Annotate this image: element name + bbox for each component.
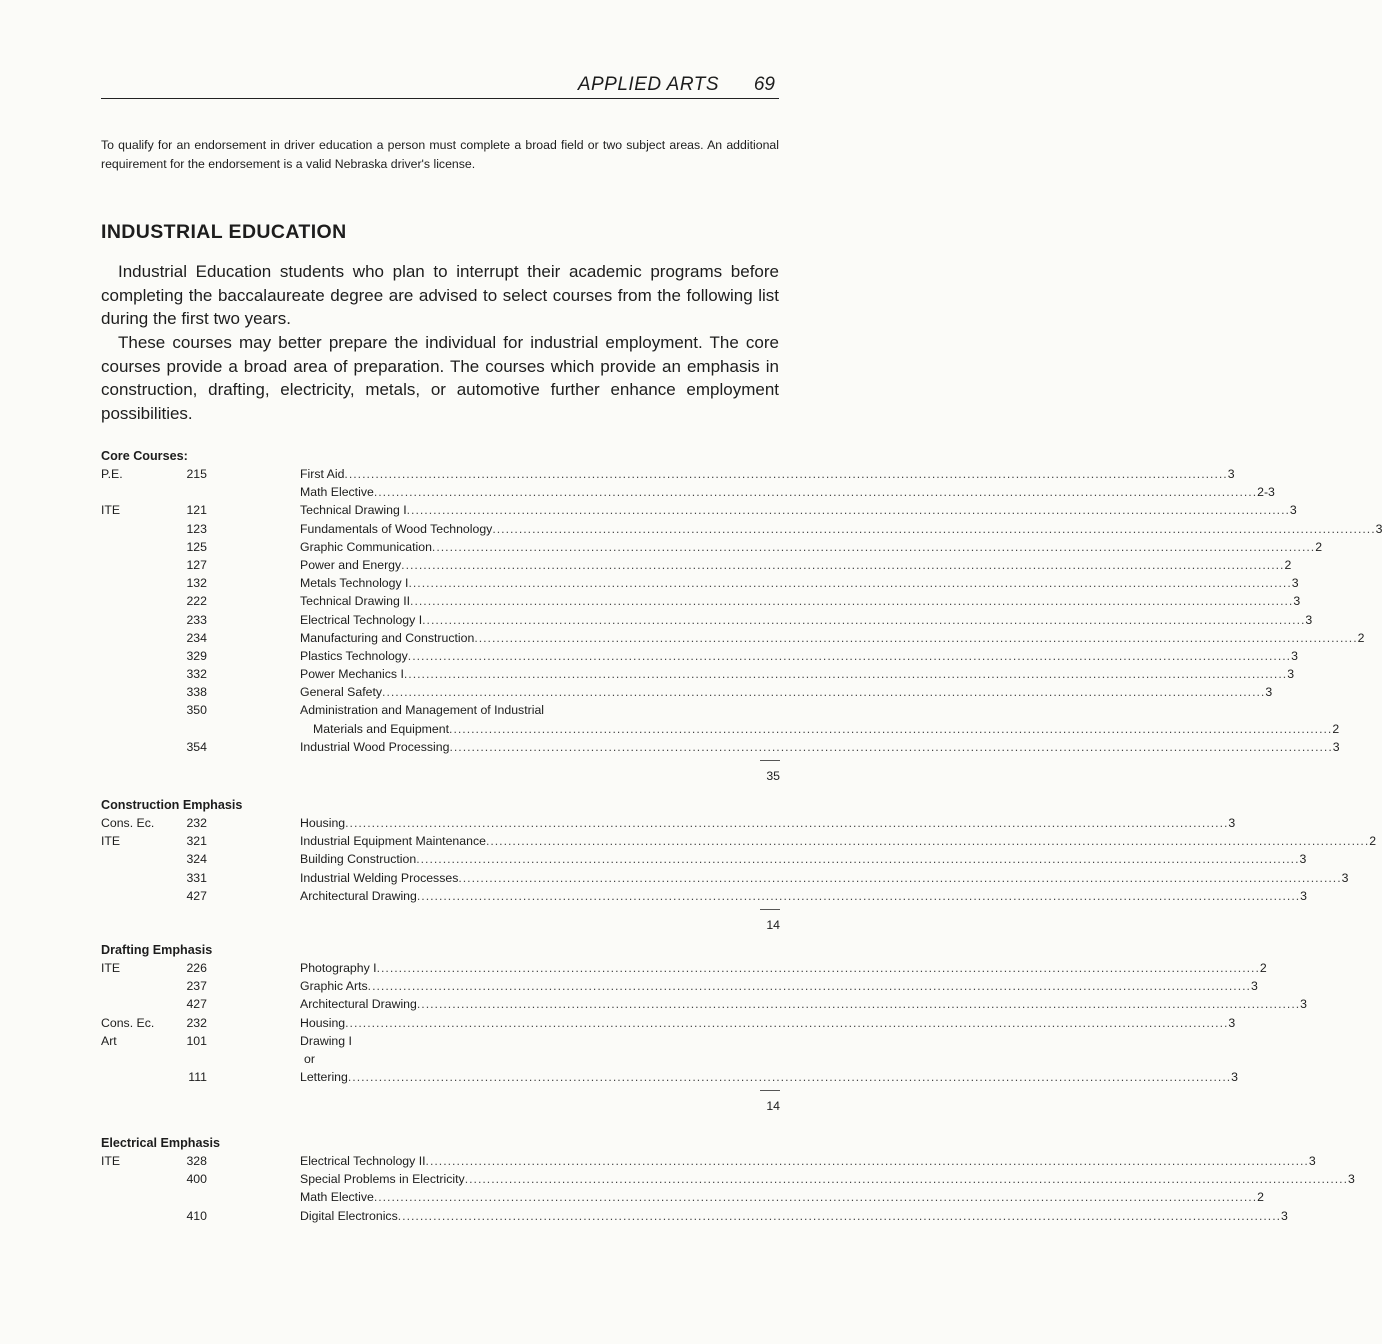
course-entry bbox=[300, 738, 1340, 756]
course-number: 132 bbox=[186, 576, 207, 591]
intro-paragraph: To qualify for an endorsement in driver education a person must complete a broad field or two subject areas. An additional requirement for the endorsement is a valid Nebraska driver's license. bbox=[101, 138, 779, 171]
course-entry bbox=[300, 1152, 1316, 1170]
course-row bbox=[101, 629, 1365, 647]
course-row bbox=[101, 1068, 1238, 1086]
course-number: 329 bbox=[186, 648, 207, 663]
course-entry bbox=[300, 556, 1292, 574]
course-department: ITE bbox=[101, 1154, 121, 1168]
course-credits: 3 bbox=[1228, 1015, 1236, 1030]
course-number: 232 bbox=[186, 1015, 207, 1030]
dot-leader: ........................................................................................................................................................................................................ bbox=[408, 576, 1292, 591]
course-credits: 3 bbox=[1308, 1154, 1316, 1168]
course-name: Photography I bbox=[300, 961, 377, 975]
course-number: 237 bbox=[186, 979, 207, 994]
dot-leader: ........................................................................................................................................................................................................ bbox=[492, 521, 1376, 536]
course-number: 123 bbox=[186, 521, 207, 536]
core-total-value: 35 bbox=[766, 769, 780, 783]
course-name: Digital Electronics bbox=[300, 1208, 398, 1223]
course-name: Electrical Technology II bbox=[300, 1154, 426, 1168]
course-entry bbox=[300, 1207, 1288, 1225]
course-name: Graphic Arts bbox=[300, 979, 368, 994]
course-entry bbox=[300, 1014, 1236, 1032]
course-row bbox=[101, 1050, 801, 1068]
course-row bbox=[101, 1152, 1316, 1170]
course-row bbox=[101, 1032, 801, 1050]
section-heading: INDUSTRIAL EDUCATION bbox=[101, 221, 347, 243]
course-number: 215 bbox=[186, 467, 207, 481]
course-row bbox=[101, 538, 1323, 556]
core-total bbox=[101, 766, 801, 786]
course-entry bbox=[300, 520, 1382, 538]
course-entry bbox=[300, 814, 1236, 832]
course-entry bbox=[300, 1188, 1264, 1206]
course-row bbox=[101, 1014, 1236, 1032]
course-credits: 2 bbox=[1284, 557, 1292, 572]
course-entry bbox=[300, 483, 1275, 501]
course-number: 121 bbox=[186, 503, 207, 518]
dot-leader: ........................................................................................................................................................................................................ bbox=[458, 870, 1342, 885]
dot-leader: ........................................................................................................................................................................................................ bbox=[464, 1172, 1348, 1187]
course-number: 233 bbox=[186, 612, 207, 627]
dot-leader: ........................................................................................................................................................................................................ bbox=[431, 539, 1316, 554]
course-name: Administration and Management of Industrial bbox=[300, 703, 545, 718]
course-row bbox=[101, 465, 1235, 483]
course-row bbox=[101, 887, 1308, 905]
dot-leader: ........................................................................................................................................................................................................ bbox=[345, 816, 1229, 830]
course-entry bbox=[300, 647, 1298, 665]
course-row bbox=[101, 1170, 1355, 1188]
subtotal-rule bbox=[101, 1086, 801, 1096]
course-credits: 2-3 bbox=[1257, 485, 1275, 500]
course-number: 328 bbox=[186, 1154, 207, 1168]
course-name: Housing bbox=[300, 1015, 346, 1030]
course-credits: 3 bbox=[1287, 667, 1295, 682]
course-entry bbox=[300, 977, 1258, 995]
course-number: 222 bbox=[186, 594, 207, 609]
course-credits: 2 bbox=[1369, 834, 1377, 849]
course-credits: 3 bbox=[1332, 739, 1340, 754]
dot-leader: ........................................................................................................................................................................................................ bbox=[425, 1154, 1309, 1168]
course-number: 350 bbox=[186, 703, 207, 718]
course-row bbox=[101, 1188, 1264, 1206]
subtotal-rule bbox=[101, 905, 801, 915]
course-name: Architectural Drawing bbox=[300, 997, 417, 1012]
electrical-course-list bbox=[101, 1152, 1355, 1225]
course-number: 101 bbox=[186, 1033, 207, 1048]
course-credits: 3 bbox=[1291, 648, 1298, 663]
course-credits: 3 bbox=[1228, 816, 1236, 830]
dot-leader: ........................................................................................................................................................................................................ bbox=[397, 1208, 1282, 1223]
course-name: General Safety bbox=[300, 685, 383, 700]
construction-total bbox=[101, 915, 801, 935]
course-row bbox=[101, 501, 1297, 519]
drafting-emphasis-title: Drafting Emphasis bbox=[101, 943, 213, 957]
body-paragraph-2: These courses may better prepare the individual for industrial employment. The core courses provide a broad area of preparation. The courses which provide an emphasis in construction, drafting, electricity, metals, or automotive further enhance employment possibilities. bbox=[101, 333, 779, 423]
course-row bbox=[101, 1207, 1288, 1225]
dot-leader: ........................................................................................................................................................................................................ bbox=[416, 997, 1301, 1012]
page-number: 69 bbox=[753, 74, 775, 95]
course-number: 427 bbox=[186, 997, 207, 1012]
course-row bbox=[101, 574, 1299, 592]
course-entry bbox=[300, 629, 1365, 647]
dot-leader: ........................................................................................................................................................................................................ bbox=[401, 557, 1285, 572]
drafting-total bbox=[101, 1096, 801, 1116]
course-row bbox=[101, 720, 1340, 738]
dot-leader: ........................................................................................................................................................................................................ bbox=[416, 888, 1301, 903]
course-name: Architectural Drawing bbox=[300, 888, 417, 903]
course-name: Special Problems in Electricity bbox=[300, 1172, 465, 1187]
course-name: Plastics Technology bbox=[300, 648, 408, 663]
course-entry bbox=[300, 887, 1308, 905]
course-credits: 3 bbox=[1227, 467, 1235, 481]
drafting-course-list bbox=[101, 959, 1308, 1086]
course-number: 226 bbox=[186, 961, 207, 975]
drafting-emphasis-section bbox=[101, 941, 1308, 1116]
dot-leader: ........................................................................................................................................................................................................ bbox=[376, 961, 1260, 975]
course-department: ITE bbox=[101, 834, 121, 849]
course-entry bbox=[300, 665, 1295, 683]
course-entry bbox=[300, 592, 1301, 610]
course-number: 232 bbox=[186, 816, 207, 830]
subtotal-rule bbox=[101, 756, 801, 766]
course-row bbox=[101, 850, 1307, 868]
course-name: Metals Technology I bbox=[300, 576, 409, 591]
course-number: 400 bbox=[186, 1172, 207, 1187]
course-credits: 3 bbox=[1231, 1070, 1238, 1085]
course-credits: 2 bbox=[1315, 539, 1323, 554]
course-name: Materials and Equipment bbox=[313, 721, 450, 736]
core-courses-section bbox=[101, 447, 1382, 786]
course-name: Math Elective bbox=[300, 1190, 374, 1205]
dot-leader: ........................................................................................................................................................................................................ bbox=[367, 979, 1251, 994]
course-number: 111 bbox=[188, 1070, 207, 1085]
course-name: First Aid bbox=[300, 467, 345, 481]
course-credits: 3 bbox=[1300, 997, 1308, 1012]
course-name: Fundamentals of Wood Technology bbox=[300, 521, 493, 536]
course-row bbox=[101, 683, 1273, 701]
course-number: 410 bbox=[186, 1208, 207, 1223]
course-entry bbox=[300, 1170, 1355, 1188]
course-number: 321 bbox=[186, 834, 207, 849]
dot-leader: ........................................................................................................................................................................................................ bbox=[407, 648, 1292, 663]
course-row bbox=[101, 611, 1313, 629]
course-credits: 3 bbox=[1289, 503, 1297, 518]
running-header bbox=[101, 72, 779, 99]
course-entry bbox=[300, 995, 1308, 1013]
course-entry bbox=[300, 501, 1297, 519]
course-credits: 3 bbox=[1265, 685, 1273, 700]
course-number: 127 bbox=[186, 557, 207, 572]
construction-course-list bbox=[101, 814, 1377, 905]
dot-leader: ........................................................................................................................................................................................................ bbox=[403, 667, 1288, 682]
course-department: Art bbox=[101, 1033, 117, 1048]
dot-leader: ........................................................................................................................................................................................................ bbox=[422, 612, 1306, 627]
course-name: Technical Drawing I bbox=[300, 503, 407, 518]
course-number: 331 bbox=[186, 870, 207, 885]
dot-leader: ........................................................................................................................................................................................................ bbox=[416, 852, 1300, 867]
course-row bbox=[101, 647, 1298, 665]
construction-emphasis-title: Construction Emphasis bbox=[101, 798, 243, 812]
course-name: Housing bbox=[300, 816, 346, 830]
dot-leader: ........................................................................................................................................................................................................ bbox=[449, 739, 1333, 754]
course-name: Drawing I bbox=[300, 1033, 352, 1048]
course-name: Lettering bbox=[300, 1070, 348, 1085]
dot-leader: ........................................................................................................................................................................................................ bbox=[406, 503, 1290, 518]
course-credits: 3 bbox=[1341, 870, 1349, 885]
construction-emphasis-section bbox=[101, 796, 1377, 935]
course-entry bbox=[300, 574, 1299, 592]
course-credits: 3 bbox=[1281, 1208, 1288, 1223]
course-row bbox=[101, 814, 1236, 832]
electrical-emphasis-title: Electrical Emphasis bbox=[101, 1136, 221, 1150]
course-row bbox=[101, 738, 1340, 756]
course-name: Industrial Welding Processes bbox=[300, 870, 459, 885]
course-row bbox=[101, 959, 1267, 977]
course-name: Math Elective bbox=[300, 485, 374, 500]
course-entry bbox=[300, 959, 1267, 977]
course-credits: 3 bbox=[1375, 521, 1382, 536]
course-name: Industrial Equipment Maintenance bbox=[300, 834, 486, 849]
course-row bbox=[101, 483, 1275, 501]
course-department: P.E. bbox=[101, 467, 123, 481]
dot-leader: ........................................................................................................................................................................................................ bbox=[373, 485, 1258, 500]
course-alternative-or: or bbox=[304, 1051, 315, 1066]
course-number: 338 bbox=[186, 685, 207, 700]
course-entry bbox=[300, 850, 1307, 868]
course-entry bbox=[300, 611, 1313, 629]
course-credits: 3 bbox=[1299, 852, 1307, 867]
course-name: Manufacturing and Construction bbox=[300, 630, 475, 645]
course-entry bbox=[300, 832, 1377, 850]
course-row bbox=[101, 701, 801, 719]
course-entry bbox=[300, 683, 1273, 701]
course-number: 332 bbox=[186, 667, 207, 682]
body-paragraph-1: Industrial Education students who plan to interrupt their academic programs before completing the baccalaureate degree are advised to select courses from the following list during the first two years. bbox=[101, 262, 779, 329]
course-name: Power and Energy bbox=[300, 557, 402, 572]
course-credits: 3 bbox=[1293, 594, 1301, 609]
dot-leader: ........................................................................................................................................................................................................ bbox=[474, 630, 1358, 645]
course-row bbox=[101, 520, 1382, 538]
course-row bbox=[101, 869, 1349, 887]
course-row bbox=[101, 665, 1295, 683]
course-number: 427 bbox=[186, 888, 207, 903]
course-name: Power Mechanics I bbox=[300, 667, 404, 682]
construction-total-value: 14 bbox=[766, 917, 780, 932]
dot-leader: ........................................................................................................................................................................................................ bbox=[449, 721, 1333, 736]
course-row bbox=[101, 556, 1292, 574]
course-entry bbox=[300, 1068, 1238, 1086]
course-credits: 3 bbox=[1291, 576, 1299, 591]
course-name: Graphic Communication bbox=[300, 539, 432, 554]
dot-leader: ........................................................................................................................................................................................................ bbox=[347, 1070, 1232, 1085]
dot-leader: ........................................................................................................................................................................................................ bbox=[485, 834, 1370, 849]
course-row bbox=[101, 977, 1258, 995]
course-credits: 2 bbox=[1259, 961, 1267, 975]
course-name: Building Construction bbox=[300, 852, 417, 867]
course-credits: 3 bbox=[1305, 612, 1313, 627]
course-credits: 2 bbox=[1332, 721, 1340, 736]
dot-leader: ........................................................................................................................................................................................................ bbox=[344, 467, 1228, 481]
course-row bbox=[101, 592, 1301, 610]
course-number: 234 bbox=[186, 630, 207, 645]
course-department: ITE bbox=[101, 961, 121, 975]
course-row bbox=[101, 832, 1377, 850]
course-row bbox=[101, 995, 1308, 1013]
drafting-total-value: 14 bbox=[766, 1099, 780, 1114]
course-credits: 2 bbox=[1257, 1190, 1264, 1205]
course-number: 324 bbox=[186, 852, 207, 867]
running-title: APPLIED ARTS bbox=[577, 74, 719, 95]
course-entry bbox=[300, 465, 1235, 483]
course-number: 125 bbox=[186, 539, 207, 554]
course-name: Electrical Technology I bbox=[300, 612, 423, 627]
core-courses-title: Core Courses: bbox=[101, 449, 188, 463]
course-name: Industrial Wood Processing bbox=[300, 739, 450, 754]
dot-leader: ........................................................................................................................................................................................................ bbox=[382, 685, 1266, 700]
dot-leader: ........................................................................................................................................................................................................ bbox=[345, 1015, 1229, 1030]
core-course-list bbox=[101, 465, 1382, 756]
dot-leader: ........................................................................................................................................................................................................ bbox=[410, 594, 1294, 609]
course-entry bbox=[300, 538, 1323, 556]
dot-leader: ........................................................................................................................................................................................................ bbox=[373, 1190, 1258, 1205]
course-credits: 2 bbox=[1357, 630, 1365, 645]
course-credits: 3 bbox=[1300, 888, 1308, 903]
course-credits: 3 bbox=[1348, 1172, 1355, 1187]
course-name: Technical Drawing II bbox=[300, 594, 411, 609]
course-department: Cons. Ec. bbox=[101, 816, 155, 830]
course-department: Cons. Ec. bbox=[101, 1015, 155, 1030]
course-number: 354 bbox=[186, 739, 207, 754]
electrical-emphasis-section bbox=[101, 1134, 1355, 1225]
course-entry bbox=[300, 869, 1349, 887]
course-credits: 3 bbox=[1250, 979, 1258, 994]
course-entry bbox=[300, 720, 1340, 738]
course-department: ITE bbox=[101, 503, 121, 518]
